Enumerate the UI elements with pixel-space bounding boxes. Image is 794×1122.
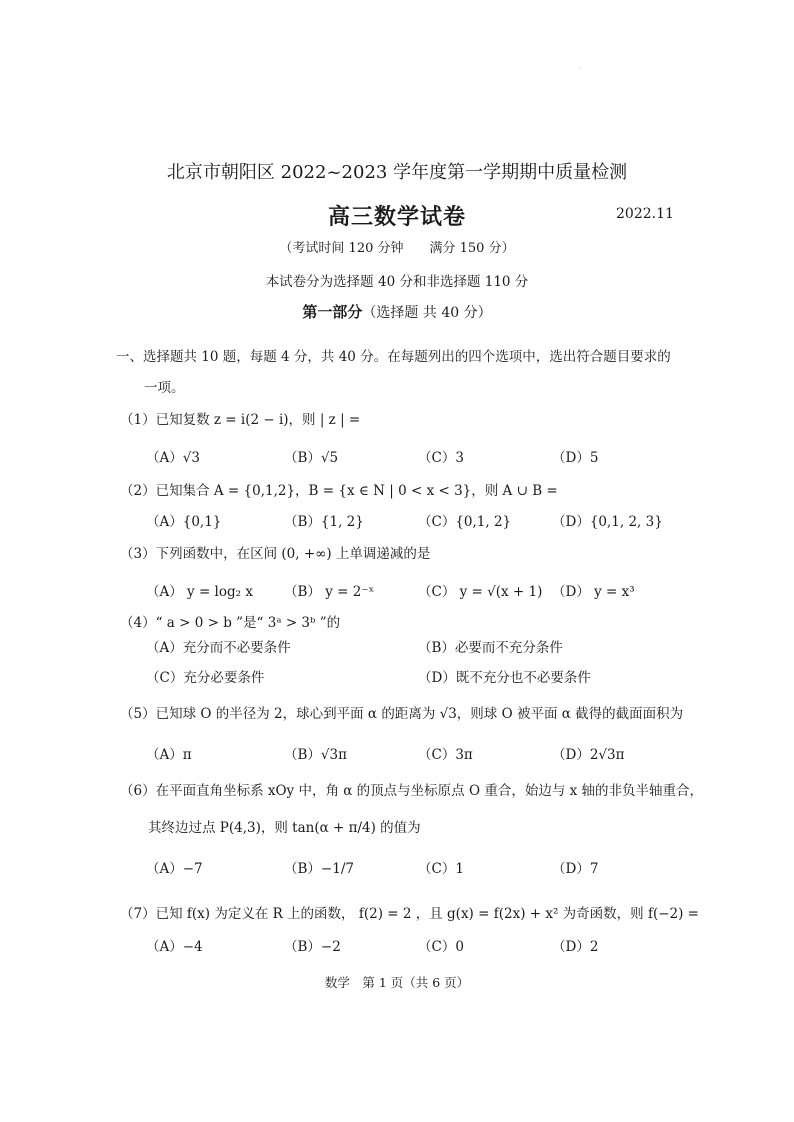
question-7-option-c: （C）0	[418, 939, 464, 955]
question-1-option-b: （B）√5	[284, 450, 339, 466]
exam-date: 2022.11	[616, 206, 674, 222]
question-7-option-b: （B）−2	[284, 939, 341, 955]
question-7-option-a: （A）−4	[146, 939, 203, 955]
part-note: （选择题 共 40 分）	[362, 305, 492, 321]
question-6-option-c: （C）1	[418, 861, 464, 877]
question-3-stem: （3）下列函数中，在区间 (0, +∞) 上单调递减的是	[120, 546, 431, 562]
question-5-option-d: （D）2√3π	[552, 747, 625, 763]
question-1-option-c: （C）3	[418, 450, 464, 466]
question-5-option-b: （B）√3π	[284, 747, 347, 763]
question-7-stem: （7）已知 f(x) 为定义在 R 上的函数， f(2) = 2 ，且 g(x) = f(2x) + x² 为奇函数，则 f(−2) =	[120, 906, 699, 922]
part-heading	[0, 301, 794, 322]
question-3-option-c: （C） y = √(x + 1)	[418, 584, 543, 600]
question-4-stem: （4）“ a > 0 > b ”是“ 3ᵃ > 3ᵇ ”的	[120, 615, 341, 631]
question-6-stem-line2: 其终边过点 P(4,3)，则 tan(α + π/4) 的值为	[148, 820, 421, 836]
question-5-option-c: （C）3π	[418, 747, 473, 763]
exam-structure: 本试卷分为选择题 40 分和非选择题 110 分	[265, 274, 529, 290]
page-footer: 数学 第 1 页（共 6 页）	[324, 975, 470, 990]
question-4-option-a: （A）充分而不必要条件	[146, 640, 291, 656]
question-2-option-b: （B）{1, 2}	[284, 514, 364, 530]
exam-time-info: （考试时间 120 分钟 满分 150 分）	[279, 241, 515, 256]
question-2-option-a: （A）{0,1}	[146, 514, 222, 530]
question-6-option-d: （D）7	[552, 861, 599, 877]
question-6-option-b: （B）−1/7	[284, 861, 354, 877]
question-3-option-d: （D） y = x³	[552, 584, 635, 600]
question-1-option-a: （A）√3	[146, 450, 200, 466]
part-title: 第一部分	[302, 303, 363, 321]
question-2-option-d: （D）{0,1, 2, 3}	[552, 514, 663, 530]
question-2-option-c: （C）{0,1, 2}	[418, 514, 512, 530]
question-2-stem: （2）已知集合 A = {0,1,2}，B = {x ∈ N | 0 < x < 3}，则 A ∪ B =	[120, 483, 558, 499]
question-6-option-a: （A）−7	[146, 861, 203, 877]
question-4-option-d: （D）既不充分也不必要条件	[418, 670, 591, 686]
question-4-option-b: （B）必要而不充分条件	[418, 640, 563, 656]
question-5-option-a: （A）π	[146, 747, 192, 763]
exam-title: 北京市朝阳区 2022~2023 学年度第一学期期中质量检测	[166, 162, 628, 183]
question-3-option-b: （B） y = 2⁻ˣ	[284, 584, 375, 600]
question-7-option-d: （D）2	[552, 939, 599, 955]
question-1-stem: （1）已知复数 z = i(2 − i)，则 | z | =	[120, 412, 361, 428]
scan-mark: ·	[578, 64, 581, 73]
question-4-option-c: （C）充分必要条件	[146, 670, 265, 686]
section-instruction-line2: 一项。	[144, 380, 185, 396]
exam-subtitle: 高三数学试卷	[327, 204, 466, 230]
section-instruction-line1: 一、选择题共 10 题，每题 4 分，共 40 分。在每题列出的四个选项中，选出符合题目要求的	[116, 349, 671, 365]
question-6-stem: （6）在平面直角坐标系 xOy 中，角 α 的顶点与坐标原点 O 重合，始边与 x 轴的非负半轴重合，	[120, 783, 704, 799]
question-1-option-d: （D）5	[552, 450, 599, 466]
question-3-option-a: （A） y = log₂ x	[146, 584, 253, 600]
question-5-stem: （5）已知球 O 的半径为 2，球心到平面 α 的距离为 √3，则球 O 被平面 α 截得的截面面积为	[120, 706, 684, 722]
